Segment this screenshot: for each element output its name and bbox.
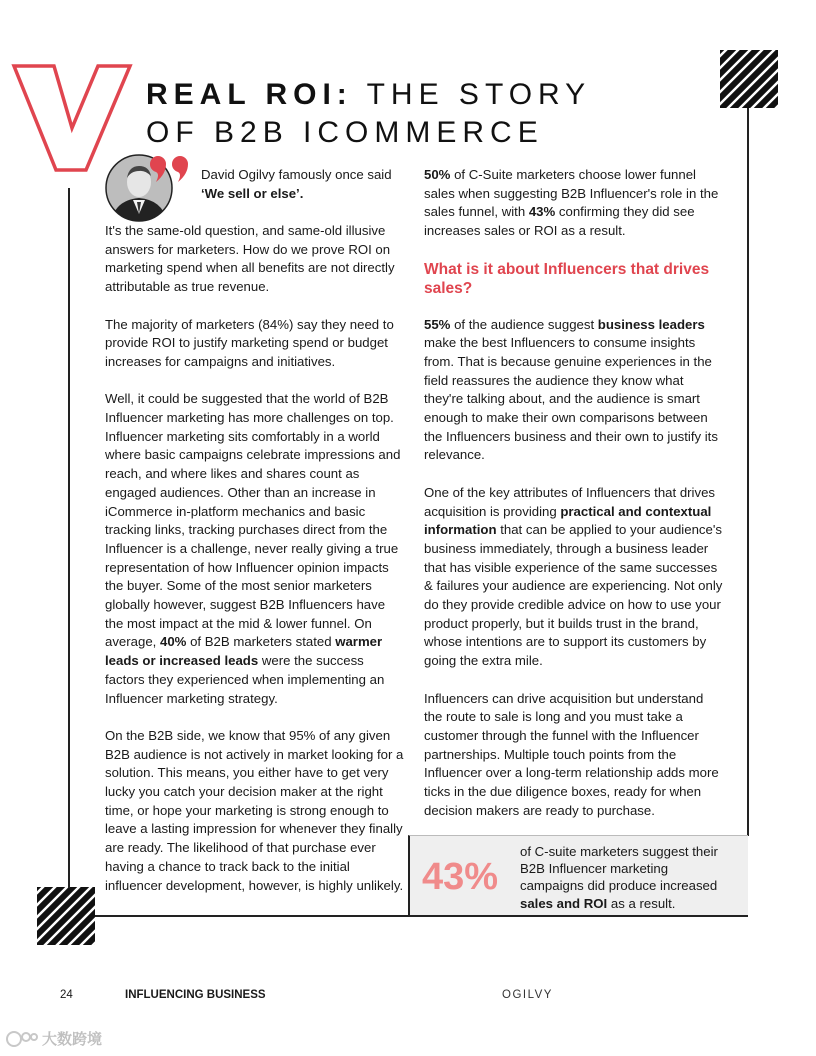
quote-marks-icon — [146, 152, 194, 184]
watermark-logo-icon — [6, 1030, 38, 1048]
right-paragraph-1: 50% of C-Suite marketers choose lower funnel sales when suggesting B2B Influencer's role in the sales funnel, with 43% confirming they did see increases sales or ROI as a result. — [424, 167, 719, 239]
right-paragraph-4: Influencers can drive acquisition but understand the route to sale is long and you must take a customer through the funnel with the Influencer partnerships. Multiple touch points from the Influencer over a long-term relationship adds more ticks in the due diligence boxes, ready for when decision makers are ready to purchase. — [424, 690, 719, 818]
left-paragraph-2: The majority of marketers (84%) say they need to provide ROI to justify marketing spend or budget increases for campaigns and initiatives. — [105, 316, 394, 369]
left-paragraph-4: On the B2B side, we know that 95% of any given B2B audience is not actively in market looking for a solution. This means, you either have to get very lucky you catch your decision maker at the right time, or hope your marketing is strong enough to leave a lasting impression for whenever they finally are ready. The likelihood of that purchase ever having a chance to track back to the initial influencer development, however, is highly unlikely. — [105, 727, 404, 893]
left-paragraph-3: Well, it could be suggested that the world of B2B Influencer marketing has more challenges on top. Influencer marketing sits comfortably in a world where basic campaigns celebrate impressions and reach, and where likes and shares count as engaged audiences. Other than an increase in iCommerce in-platform mechanics and basic tracking links, tracking purchases direct from the Influencer is a challenge, never really giving a true representation of how Influencer opinion impacts the buyer. Some of the most senior marketers globally however, suggest B2B Influencers have the most impact at the mid & lower funnel. On average, 40% of B2B marketers stated warmer leads or increased leads were the success factors they experienced when implementing an Influencer marketing strategy. — [105, 391, 401, 706]
frame-line-bottom — [95, 915, 410, 917]
footer-brand: OGILVY — [502, 989, 553, 1001]
stripe-block-bottom-left — [37, 887, 95, 945]
frame-line-left — [68, 188, 70, 888]
left-paragraph-1: It's the same-old question, and same-old illusive answers for marketers. How do we prove ROI on marketing spend when all benefits are not directly attributable as true revenue. — [105, 223, 395, 295]
right-paragraph-3: One of the key attributes of Influencers that drives acquisition is providing practical and contextual information that can be applied to your audience's business immediately, through a business leader that has visible experience of the same successes & failures your audience are experiencing. Not only do they provide credible advice on how to use your product properly, but it builds trust in the brand, whose intentions are to support its customers by going the extra mile. — [424, 484, 723, 669]
stat-number: 43% — [422, 856, 499, 898]
stat-text: of C-suite marketers suggest their B2B Influencer marketing campaigns did produce increased sales and ROI as a result. — [520, 844, 718, 911]
left-column — [105, 222, 405, 914]
quote-intro: David Ogilvy famously once said ‘We sell or else’. — [201, 167, 392, 201]
page-title: REAL ROI: THE STORY OF B2B ICOMMERCE — [146, 78, 592, 149]
footer-section: INFLUENCING BUSINESS — [125, 989, 266, 1001]
section-heading: What is it about Influencers that drives sales? — [424, 260, 710, 297]
stripe-block-top-right — [720, 50, 778, 108]
right-paragraph-2: 55% of the audience suggest business leaders make the best Influencers to consume insights from. That is because genuine experiences in the field reassures the audience they know what they're talking about, and the audience is smart enough to make their own comparisons between the Influencers business and their own to justify its relevance. — [424, 316, 718, 463]
page-number: 24 — [60, 989, 73, 1001]
right-column — [424, 166, 724, 839]
frame-line-right — [747, 108, 749, 836]
watermark: 大数跨境 — [6, 1028, 102, 1049]
